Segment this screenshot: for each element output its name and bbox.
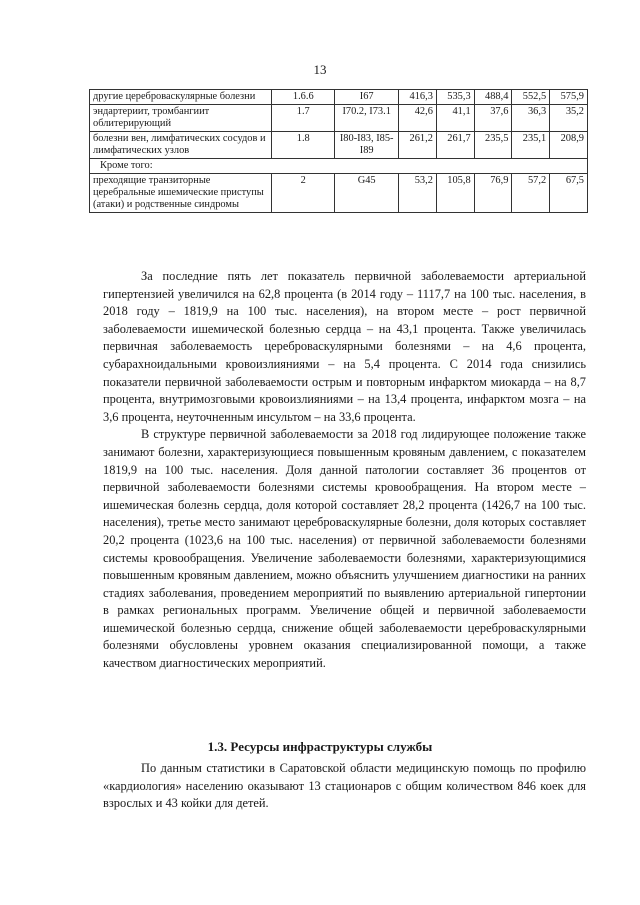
table-cell-value: 37,6 — [474, 105, 512, 132]
table-cell-icd: I70.2, I73.1 — [335, 105, 399, 132]
table-cell-value: 261,7 — [436, 132, 474, 159]
table-note: Кроме того: — [90, 159, 588, 174]
table-cell-value: 41,1 — [436, 105, 474, 132]
table-cell-value: 36,3 — [512, 105, 550, 132]
table-cell-icd: I67 — [335, 90, 399, 105]
table-cell-value: 53,2 — [399, 174, 437, 213]
table-cell-value: 235,5 — [474, 132, 512, 159]
table-cell-value: 535,3 — [436, 90, 474, 105]
paragraph: За последние пять лет показатель первичной заболеваемости артериальной гипертензией увеличился на 62,8 процента (в 2014 году – 1117,7 на 100 тыс. населения, в 2018 году – 1819,9 на 100 тыс. населения), на втором месте – рост первичной заболеваемости ишемической болезнью сердца – на 43,1 процента. Также увеличилась первичная заболеваемость цереброваскулярными болезнями – на 4,6 процента, субарахноидальными кровоизлияниями – на 5,4 процента. С 2014 года снизились показатели первичной заболеваемости острым и повторным инфарктом миокарда – на 8,7 процента, внутримозговыми кровоизлияниями – на 13,4 процента, инфарктом мозга – на 3,6 процента, неуточненным инсультом – на 33,6 процента. — [103, 269, 586, 424]
table-cell-value: 42,6 — [399, 105, 437, 132]
table-cell-value: 552,5 — [512, 90, 550, 105]
paragraph: В структуре первичной заболеваемости за 2018 год лидирующее положение также занимают болезни, характеризующиеся повышенным кровяным давлением, с показателем 1819,9 на 100 тыс. населения. Доля данной патологии составляет 36 процентов от первичной заболеваемости болезнями системы кровообращения. На втором месте – ишемическая болезнь сердца, доля которой составляет 28,2 процента (1426,7 на 100 тыс. населения), третье место занимают цереброваскулярные болезни, доля которых составляет 20,2 процента (1023,6 на 100 тыс. населения) от первичной заболеваемости болезнями системы кровообращения. Увеличение заболеваемости болезнями, характеризующимися повышенным кровяным давлением, можно объяснить улучшением диагностики на ранних стадиях заболевания, проведением мероприятий по выявлению артериальной гипертонии в рамках региональных программ. Увеличение общей и первичной заболеваемости ишемической болезнью сердца, снижение общей заболеваемости цереброваскулярными болезнями обусловлены уровнем оказания специализированной помощи, а также качеством диагностических мероприятий. — [103, 427, 586, 671]
table-cell-value: 261,2 — [399, 132, 437, 159]
section-heading: 1.3. Ресурсы инфраструктуры службы — [207, 739, 433, 754]
table-cell-value: 208,9 — [550, 132, 588, 159]
section-text — [103, 760, 586, 813]
table-cell-value: 416,3 — [399, 90, 437, 105]
table-note-row — [90, 159, 588, 174]
table-cell-icd: G45 — [335, 174, 399, 213]
table-row — [90, 132, 588, 159]
table-cell-name: болезни вен, лимфатических сосудов и лимфатических узлов — [90, 132, 272, 159]
paragraph: По данным статистики в Саратовской области медицинскую помощь по профилю «кардиология» населению оказывают 13 стационаров с общим количеством 846 коек для взрослых и 43 койки для детей. — [103, 761, 586, 811]
page-number: 13 — [313, 62, 327, 77]
table-cell-value: 575,9 — [550, 90, 588, 105]
table-row — [90, 90, 588, 105]
table-cell-code: 1.6.6 — [272, 90, 335, 105]
body-text — [103, 268, 586, 673]
table-cell-name: преходящие транзиторные церебральные ишемические приступы (атаки) и родственные синдромы — [90, 174, 272, 213]
table-cell-value: 67,5 — [550, 174, 588, 213]
table-cell-code: 2 — [272, 174, 335, 213]
table-row — [90, 174, 588, 213]
table-cell-value: 35,2 — [550, 105, 588, 132]
table-cell-value: 105,8 — [436, 174, 474, 213]
table-cell-value: 57,2 — [512, 174, 550, 213]
table-cell-name: другие цереброваскулярные болезни — [90, 90, 272, 105]
table-cell-value: 488,4 — [474, 90, 512, 105]
table-cell-code: 1.7 — [272, 105, 335, 132]
table-cell-value: 235,1 — [512, 132, 550, 159]
table-cell-icd: I80-I83, I85-I89 — [335, 132, 399, 159]
table-row — [90, 105, 588, 132]
table-cell-name: эндартериит, тромбангиит облитерирующий — [90, 105, 272, 132]
table-cell-code: 1.8 — [272, 132, 335, 159]
morbidity-table — [89, 89, 588, 213]
table-cell-value: 76,9 — [474, 174, 512, 213]
